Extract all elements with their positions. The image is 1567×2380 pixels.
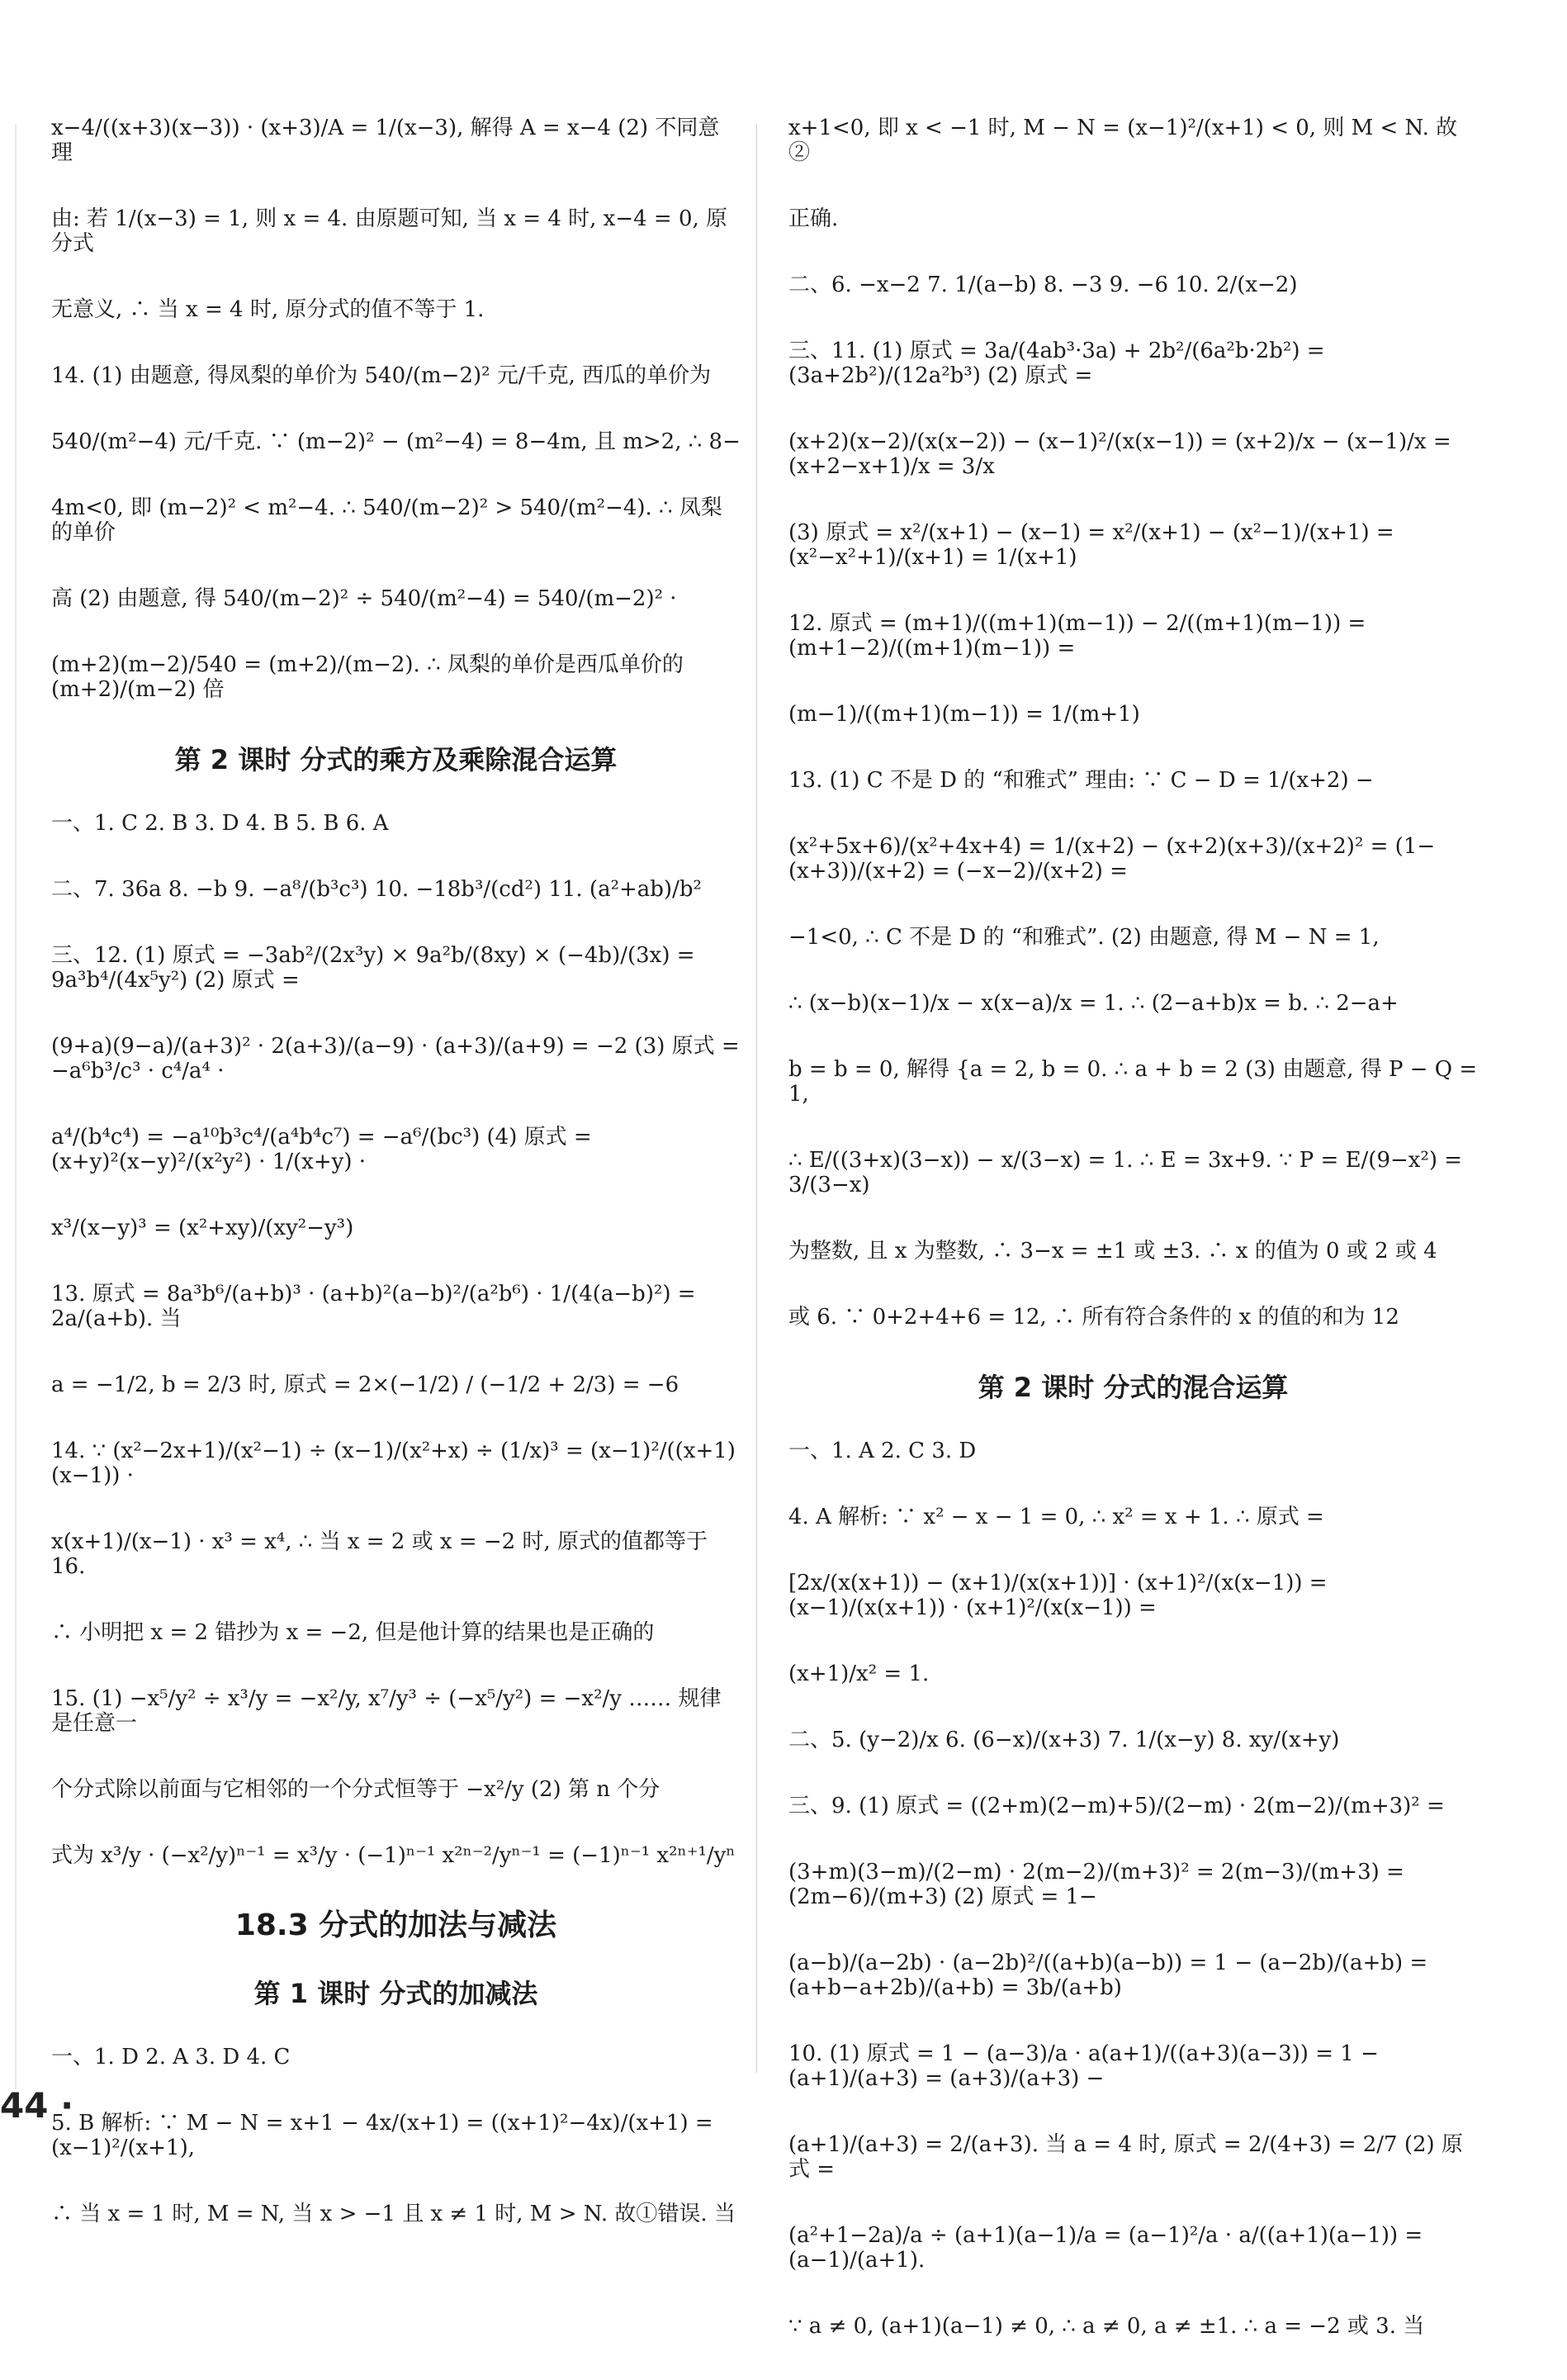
text-line: [2x/(x(x+1)) − (x+1)/(x(x+1))] · (x+1)²/(x(x−1)) = (x−1)/(x(x+1)) · (x+1)²/(x(x−1)) = <box>788 1571 1328 1620</box>
text-line: 一、1. D 2. A 3. D 4. C <box>51 2045 291 2069</box>
lesson-heading: 第 2 课时 分式的乘方及乘除混合运算 <box>174 744 618 775</box>
text-line: ∴ 当 x = 1 时, M = N, 当 x > −1 且 x ≠ 1 时, M > N. 故①错误. 当 <box>51 2202 736 2226</box>
text-line: (a−b)/(a−2b) · (a−2b)²/((a+b)(a−b)) = 1 − (a−2b)/(a+b) = (a+b−a+2b)/(a+b) = 3b/(a+b) <box>788 1951 1428 2000</box>
text-line: ∵ a ≠ 0, (a+1)(a−1) ≠ 0, ∴ a ≠ 0, a ≠ ±1. ∴ a = −2 或 3. 当 <box>788 2314 1425 2339</box>
text-line: 二、7. 36a 8. −b 9. −a⁸/(b³c³) 10. −18b³/(cd²) 11. (a²+ab)/b² <box>51 877 702 902</box>
text-line: x³/(x−y)³ = (x²+xy)/(xy²−y³) <box>51 1216 354 1240</box>
text-line: (x+1)/x² = 1. <box>788 1662 930 1686</box>
text-line: 一、1. A 2. C 3. D <box>788 1439 977 1463</box>
text-line: 为整数, 且 x 为整数, ∴ 3−x = ±1 或 ±3. ∴ x 的值为 0 或 2 或 4 <box>788 1239 1437 1263</box>
text-line: b = b = 0, 解得 {a = 2, b = 0. ∴ a + b = 2 (3) 由题意, 得 P − Q = 1, <box>788 1057 1478 1107</box>
text-line: 式为 x³/y · (−x²/y)ⁿ⁻¹ = x³/y · (−1)ⁿ⁻¹ x²ⁿ⁻²/yⁿ⁻¹ = (−1)ⁿ⁻¹ x²ⁿ⁺¹/yⁿ <box>51 1843 736 1868</box>
text-line: −1<0, ∴ C 不是 D 的 “和雅式”. (2) 由题意, 得 M − N = 1, <box>788 925 1380 950</box>
text-line: 由: 若 1/(x−3) = 1, 则 x = 4. 由原题可知, 当 x = 4 时, x−4 = 0, 原分式 <box>51 206 728 256</box>
column-divider <box>756 124 757 2073</box>
text-line: x(x+1)/(x−1) · x³ = x⁴, ∴ 当 x = 2 或 x = −2 时, 原式的值都等于 16. <box>51 1529 708 1579</box>
text-line: 三、11. (1) 原式 = 3a/(4ab³·3a) + 2b²/(6a²b·2b²) = (3a+2b²)/(12a²b³) (2) 原式 = <box>788 339 1325 388</box>
text-line: 10. (1) 原式 = 1 − (a−3)/a · a(a+1)/((a+3)(a−3)) = 1 − (a+1)/(a+3) = (a+3)/(a+3) − <box>788 2041 1379 2091</box>
text-line: 二、5. (y−2)/x 6. (6−x)/(x+3) 7. 1/(x−y) 8. xy/(x+y) <box>788 1728 1340 1752</box>
text-line: 或 6. ∵ 0+2+4+6 = 12, ∴ 所有符合条件的 x 的值的和为 12 <box>788 1305 1399 1330</box>
text-line: (3+m)(3−m)/(2−m) · 2(m−2)/(m+3)² = 2(m−3)/(m+3) = (2m−6)/(m+3) (2) 原式 = 1− <box>788 1860 1404 1909</box>
text-line: a = −1/2, b = 2/3 时, 原式 = 2×(−1/2) / (−1/2 + 2/3) = −6 <box>51 1373 679 1397</box>
text-line: 5. B 解析: ∵ M − N = x+1 − 4x/(x+1) = ((x+1)²−4x)/(x+1) = (x−1)²/(x+1), <box>51 2111 713 2160</box>
text-line: 三、12. (1) 原式 = −3ab²/(2x³y) × 9a²b/(8xy) × (−4b)/(3x) = 9a³b⁴/(4x⁵y²) (2) 原式 = <box>51 943 695 993</box>
text-line: (x+2)(x−2)/(x(x−2)) − (x−1)²/(x(x−1)) = (x+2)/x − (x−1)/x = (x+2−x+1)/x = 3/x <box>788 429 1451 479</box>
left-lines-3 <box>51 2045 741 2226</box>
text-line: 高 (2) 由题意, 得 540/(m−2)² ÷ 540/(m²−4) = 540/(m−2)² · <box>51 586 677 611</box>
text-line: (x²+5x+6)/(x²+4x+4) = 1/(x+2) − (x+2)(x+3)/(x+2)² = (1−(x+3))/(x+2) = (−x−2)/(x+2) = <box>788 834 1436 884</box>
page-edge <box>15 124 17 2089</box>
section-title: 18.3 分式的加法与减法 <box>234 1908 557 1942</box>
text-line: 14. (1) 由题意, 得凤梨的单价为 540/(m−2)² 元/千克, 西瓜的单价为 <box>51 363 712 388</box>
text-line: (a+1)/(a+3) = 2/(a+3). 当 a = 4 时, 原式 = 2/(4+3) = 2/7 (2) 原式 = <box>788 2132 1463 2182</box>
right-column <box>788 116 1478 2380</box>
text-line: 个分式除以前面与它相邻的一个分式恒等于 −x²/y (2) 第 n 个分 <box>51 1777 660 1802</box>
text-line: x+1<0, 即 x < −1 时, M − N = (x−1)²/(x+1) < 0, 则 M < N. 故② <box>788 116 1458 165</box>
text-line: 15. (1) −x⁵/y² ÷ x³/y = −x²/y, x⁷/y³ ÷ (−x⁵/y²) = −x²/y …… 规律是任意一 <box>51 1686 722 1736</box>
left-column <box>51 116 741 2268</box>
text-line: 540/(m²−4) 元/千克. ∵ (m−2)² − (m²−4) = 8−4m, 且 m>2, ∴ 8− <box>51 429 741 454</box>
text-line: 无意义, ∴ 当 x = 4 时, 原分式的值不等于 1. <box>51 297 485 322</box>
right-lines-2 <box>788 1439 1478 2339</box>
page-number: 44 · <box>0 2085 74 2126</box>
text-line: ∴ 小明把 x = 2 错抄为 x = −2, 但是他计算的结果也是正确的 <box>51 1620 655 1645</box>
lesson-heading: 第 2 课时 分式的混合运算 <box>978 1372 1289 1403</box>
text-line: 4. A 解析: ∵ x² − x − 1 = 0, ∴ x² = x + 1. ∴ 原式 = <box>788 1505 1324 1529</box>
text-line: (9+a)(9−a)/(a+3)² · 2(a+3)/(a−9) · (a+3)/(a+9) = −2 (3) 原式 = −a⁶b³/c³ · c⁴/a⁴ · <box>51 1034 740 1083</box>
text-line: a⁴/(b⁴c⁴) = −a¹⁰b³c⁴/(a⁴b⁴c⁷) = −a⁶/(bc³) (4) 原式 = (x+y)²(x−y)²/(x²y²) · 1/(x+y) · <box>51 1125 592 1174</box>
text-line: 4m<0, 即 (m−2)² < m²−4. ∴ 540/(m−2)² > 540/(m²−4). ∴ 凤梨的单价 <box>51 495 722 545</box>
left-lines-2 <box>51 811 741 1868</box>
text-line: 正确. <box>788 206 839 231</box>
left-lines-1 <box>51 116 741 702</box>
text-line: (m−1)/((m+1)(m−1)) = 1/(m+1) <box>788 702 1140 727</box>
text-line: 13. 原式 = 8a³b⁶/(a+b)³ · (a+b)²(a−b)²/(a²b⁶) · 1/(4(a−b)²) = 2a/(a+b). 当 <box>51 1282 696 1331</box>
text-line: ∴ E/((3+x)(3−x)) − x/(3−x) = 1. ∴ E = 3x+9. ∵ P = E/(9−x²) = 3/(3−x) <box>788 1148 1463 1197</box>
text-line: 12. 原式 = (m+1)/((m+1)(m−1)) − 2/((m+1)(m−1)) = (m+1−2)/((m+1)(m−1)) = <box>788 611 1366 661</box>
text-line: (3) 原式 = x²/(x+1) − (x−1) = x²/(x+1) − (x²−1)/(x+1) = (x²−x²+1)/(x+1) = 1/(x+1) <box>788 520 1394 570</box>
text-line: 14. ∵ (x²−2x+1)/(x²−1) ÷ (x−1)/(x²+x) ÷ (1/x)³ = (x−1)²/((x+1)(x−1)) · <box>51 1439 736 1488</box>
text-line: 三、9. (1) 原式 = ((2+m)(2−m)+5)/(2−m) · 2(m−2)/(m+3)² = <box>788 1794 1445 1818</box>
lesson-heading: 第 1 课时 分式的加减法 <box>253 1978 538 2009</box>
right-lines-1 <box>788 116 1478 1330</box>
text-line: 13. (1) C 不是 D 的 “和雅式” 理由: ∵ C − D = 1/(x+2) − <box>788 768 1374 793</box>
text-line: ∴ (x−b)(x−1)/x − x(x−a)/x = 1. ∴ (2−a+b)x = b. ∴ 2−a+ <box>788 991 1399 1016</box>
text-line: (m+2)(m−2)/540 = (m+2)/(m−2). ∴ 凤梨的单价是西瓜单价的 (m+2)/(m−2) 倍 <box>51 652 684 702</box>
text-line: 一、1. C 2. B 3. D 4. B 5. B 6. A <box>51 811 389 836</box>
text-line: x−4/((x+3)(x−3)) · (x+3)/A = 1/(x−3), 解得 A = x−4 (2) 不同意 理 <box>51 116 720 165</box>
text-line: (a²+1−2a)/a ÷ (a+1)(a−1)/a = (a−1)²/a · a/((a+1)(a−1)) = (a−1)/(a+1). <box>788 2223 1423 2273</box>
text-line: 二、6. −x−2 7. 1/(a−b) 8. −3 9. −6 10. 2/(x−2) <box>788 273 1298 297</box>
